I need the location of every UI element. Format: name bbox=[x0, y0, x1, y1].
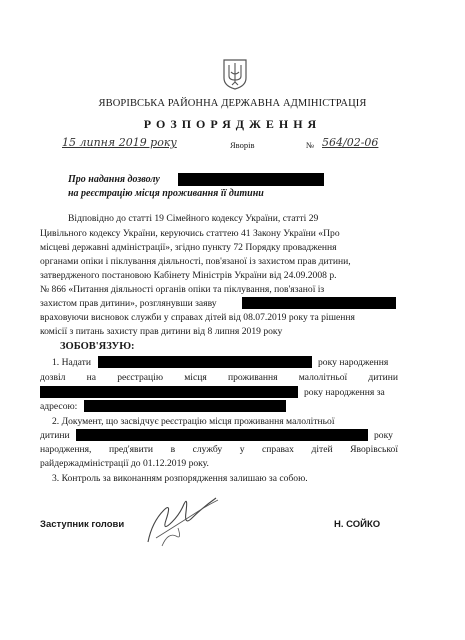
redaction-child-2 bbox=[76, 429, 368, 441]
preamble-line-3: місцеві державні адміністрації», згідно пункту 72 Порядку провадження bbox=[40, 242, 337, 253]
signatory-position: Заступник голови bbox=[40, 519, 125, 530]
document-number: 564/02-06 bbox=[322, 136, 379, 149]
signatory-name: Н. СОЙКО bbox=[334, 519, 381, 530]
place-name: Яворів bbox=[230, 140, 255, 150]
preamble-line-6: № 866 «Питання діяльності органів опіки та піклування, пов'язаної із bbox=[40, 284, 325, 295]
item-1-year: року народження bbox=[318, 357, 389, 368]
decree-word: ЗОБОВ'ЯЗУЮ: bbox=[60, 341, 135, 352]
item-1-address-label: адресою: bbox=[40, 401, 78, 412]
preamble-line-9: комісії з питань захисту прав дитини від 8 липня 2019 року bbox=[40, 326, 283, 337]
redaction-applicant bbox=[242, 297, 396, 309]
redaction-person-1 bbox=[98, 356, 312, 368]
preamble-line-1: Відповідно до статті 19 Сімейного кодексу України, статті 29 bbox=[68, 213, 319, 224]
redaction-child bbox=[40, 386, 298, 398]
item-1-year-2: року народження за bbox=[304, 387, 385, 398]
item-2-line-4: райдержадміністрації до 01.12.2019 року. bbox=[40, 458, 209, 469]
preamble-line-7: захистом прав дитини», розглянувши заяву bbox=[40, 298, 217, 309]
item-2-line-1: 2. Документ, що засвідчує реєстрацію місця проживання малолітньої bbox=[52, 416, 335, 427]
redaction-name bbox=[178, 173, 324, 186]
item-2-year: року bbox=[374, 430, 393, 441]
organization-name: ЯВОРІВСЬКА РАЙОННА ДЕРЖАВНА АДМІНІСТРАЦІЯ bbox=[98, 98, 367, 109]
preamble-line-4: органами опіки і піклування діяльності, пов'язаної із захистом прав дитини, bbox=[40, 256, 351, 267]
item-3-text: 3. Контроль за виконанням розпорядження залишаю за собою. bbox=[52, 473, 308, 484]
number-prefix: № bbox=[306, 140, 315, 150]
handwritten-signature bbox=[142, 492, 222, 550]
handwritten-date: 15 липня 2019 року bbox=[62, 136, 177, 149]
subject-line-2: на реєстрацію місця проживання її дитини bbox=[68, 188, 264, 199]
subject-line-1: Про надання дозволу bbox=[68, 174, 160, 185]
item-2-child-label: дитини bbox=[40, 430, 70, 441]
item-1-start: 1. Надати bbox=[52, 357, 91, 368]
item-2-line-3: народження, пред'явити в службу у справах дітей Яворівської bbox=[40, 444, 398, 455]
preamble-line-8: враховуючи висновок служби у справах дітей від 08.07.2019 року та рішення bbox=[40, 312, 355, 323]
document-type: РОЗПОРЯДЖЕННЯ bbox=[143, 117, 322, 131]
preamble-line-2: Цивільного кодексу України, керуючись статтею 41 Закону України «Про bbox=[40, 228, 340, 239]
item-1-line-2: дозвіл на реєстрацію місця проживання малолітньої дитини bbox=[40, 372, 398, 383]
redaction-address bbox=[84, 400, 286, 412]
preamble-line-5: затвердженого постановою Кабінету Міністрів України від 24.09.2008 р. bbox=[40, 270, 337, 281]
trident-emblem-icon bbox=[222, 58, 248, 90]
